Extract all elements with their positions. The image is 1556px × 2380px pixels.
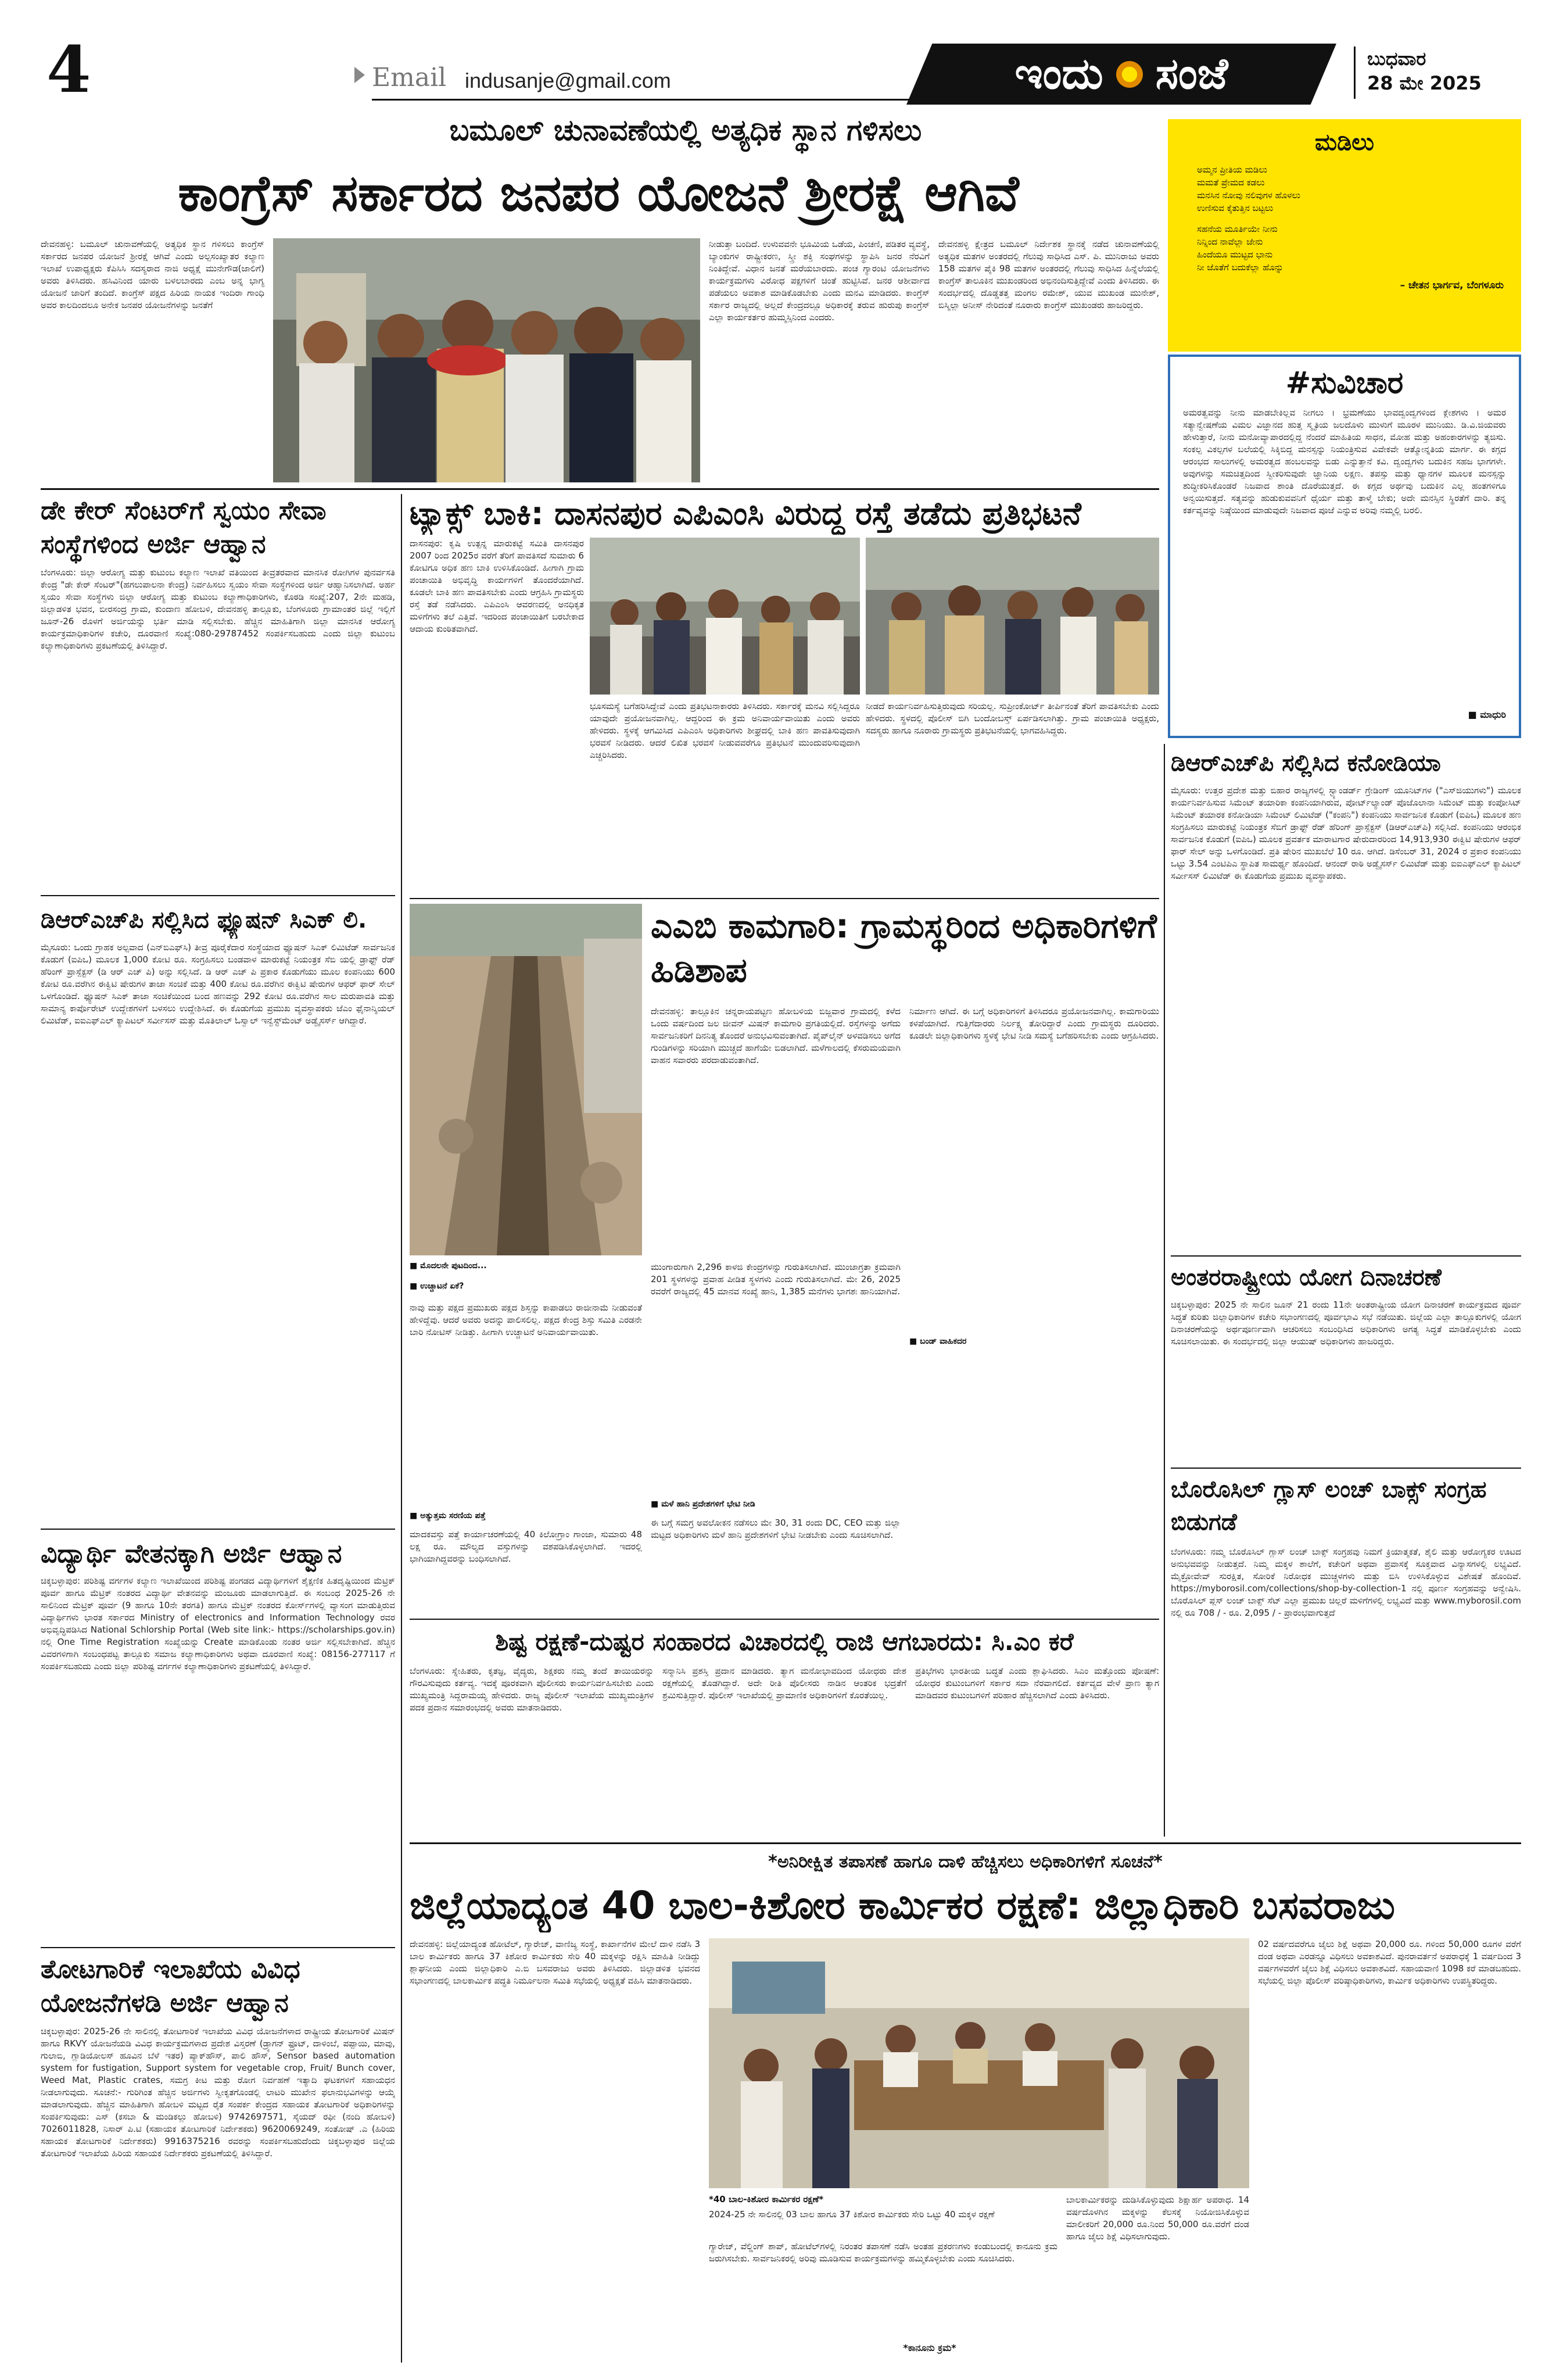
labour-headline: ಜಿಲ್ಲೆಯಾದ್ಯಂತ 40 ಬಾಲ-ಕಿಶೋರ ಕಾರ್ಮಿಕರ ರಕ್ಷಣೆ: ಜಿಲ್ಲಾಧಿಕಾರಿ ಬಸವರಾಜು xyxy=(410,1883,1395,1928)
logo-sun-icon xyxy=(1116,61,1143,88)
cm-headline: ಶಿಷ್ಟ ರಕ್ಷಣೆ-ದುಷ್ಟರ ಸಂಹಾರದ ವಿಚಾರದಲ್ಲಿ ರಾಜಿ ಆಗಬಾರದು: ಸಿ.ಎಂ ಕರೆ xyxy=(495,1627,1074,1656)
poem-line: ಅಮ್ಮನ ಪ್ರೀತಿಯ ಮಡಿಲು xyxy=(1197,164,1267,175)
labour-photo xyxy=(709,1938,1249,2188)
poem-line xyxy=(1197,214,1504,223)
a2-headline: ಡಿಆರ್‌ಎಚ್‌ಪಿ ಸಲ್ಲಿಸಿದ ಫ್ಯೂಷನ್ ಸಿಎಕ್ ಲಿ. xyxy=(41,907,367,933)
poem-line: ಹಿಂದೆಯೂ ಮುಟ್ಟದ ಭಾನು xyxy=(1197,249,1273,260)
poem-lines xyxy=(1185,163,1504,274)
masthead xyxy=(0,0,1556,107)
tax-body-right: ನೀಡದೆ ಕಾರ್ಯನಿರ್ವಹಿಸುತ್ತಿರುವುದು ಸರಿಯಲ್ಲ. ಸುಪ್ರೀಂಕೋರ್ಟ್ ತೀರ್ಪಿನಂತೆ ತೆರಿಗೆ ಪಾವತಿಸಬೇಕು ಎಂದು ಹೇಳಿದರು. ಸ್ಥಳದಲ್ಲಿ ಪೊಲೀಸ್ ಬಿಗಿ ಬಂದೋಬಸ್ತ್ ಏರ್ಪಡಿಸಲಾಗಿತ್ತು. ಗ್ರಾಮ ಪಂಚಾಯಿತಿ ಅಧ್ಯಕ್ಷರು, ಸದಸ್ಯರು ಹಾಗೂ ನೂರಾರು ಗ್ರಾಮಸ್ಥರು ಪ್ರತಿಭಟನೆಯಲ್ಲಿ ಭಾಗವಹಿಸಿದ್ದರು. xyxy=(866,701,1159,736)
cm-body-c: ಪ್ರತಿಭೆಗಳು ಭಾರತೀಯ ಬದ್ಧತೆ ಎಂದು ಶ್ಲಾಘಿಸಿದರು. ಸಿಎಂ ಮತ್ತೊಂದು ಪೋಷಣೆ: ಯೋಧರ ಕುಟುಂಬಗಳಿಗೆ ಸರ್ಕಾರ ಸದಾ ನೆರವಾಗಲಿದೆ. ಕರ್ತವ್ಯದ ವೇಳೆ ಪ್ರಾಣ ತ್ಯಾಗ ಮಾಡಿದವರ ಕುಟುಂಬಗಳಿಗೆ ಪರಿಹಾರ ಹೆಚ್ಚಿಸಲಾಗಿದೆ ಎಂದು ತಿಳಿಸಿದರು. xyxy=(915,1666,1159,1701)
divider xyxy=(410,1842,1521,1844)
column-rule xyxy=(1164,744,1165,1837)
poem-title: ಮಡಿಲು xyxy=(1315,129,1374,156)
b2-body: ಚಿಕ್ಕಬಳ್ಳಾಪುರ: 2025 ನೇ ಸಾಲಿನ ಜೂನ್ 21 ರಂದು 11ನೇ ಅಂತರಾಷ್ಟ್ರೀಯ ಯೋಗ ದಿನಾಚರಣೆ ಕಾರ್ಯಕ್ರಮದ ಪೂರ್ವ ಸಿದ್ಧತೆ ಕುರಿತು ಜಿಲ್ಲಾಧಿಕಾರಿಗಳ ಕಚೇರಿ ಸಭಾಂಗಣದಲ್ಲಿ ಪೂರ್ವಭಾವಿ ಸಭೆ ನಡೆಯಿತು. ಜಿಲ್ಲೆಯ ಎಲ್ಲಾ ತಾಲ್ಲೂಕುಗಳಲ್ಲಿ ಯೋಗ ದಿನಾಚರಣೆಯನ್ನು ಅರ್ಥಪೂರ್ಣವಾಗಿ ಆಚರಿಸಲು ಸಂಬಂಧಿಸಿದ ಅಧಿಕಾರಿಗಳು ಅಗತ್ಯ ಸಿದ್ಧತೆ ಮಾಡಿಕೊಳ್ಳಬೇಕು ಎಂದು ಸೂಚಿಸಲಾಯಿತು. ಈ ಸಂದರ್ಭದಲ್ಲಿ ಜಿಲ್ಲಾ ಆಯುಷ್ ಅಧಿಕಾರಿಗಳು ಹಾಜರಿದ್ದರು. xyxy=(1171,1300,1521,1347)
labour-kicker: *ಅನಿರೀಕ್ಷಿತ ತಪಾಸಣೆ ಹಾಗೂ ದಾಳಿ ಹೆಚ್ಚಿಸಲು ಅಧಿಕಾರಿಗಳಿಗೆ ಸೂಚನೆ* xyxy=(768,1852,1163,1872)
b2-headline: ಅಂತರರಾಷ್ಟ್ರೀಯ ಯೋಗ ದಿನಾಚರಣೆ xyxy=(1171,1264,1442,1291)
weekday: ಬುಧವಾರ xyxy=(1367,48,1426,70)
road-headline: ಎಎಬಿ ಕಾಮಗಾರಿ: ಗ್ರಾಮಸ್ಥರಿಂದ ಅಧಿಕಾರಿಗಳಿಗೆ ಹಿಡಿಶಾಪ xyxy=(651,906,1157,990)
poem-line: ನಿನ್ನಿಂದ ನಾವೆಲ್ಲಾ ಜೇನು xyxy=(1197,237,1263,247)
divider xyxy=(41,895,395,896)
suvichara-body: ಅಮರತ್ವವನ್ನು ನೀನು ಮಾಡಬೇಕಿಲ್ಲವ ನೀಗಲು । ಭ್ರಮಣೆಯು ಭಾವದ್ವಂದ್ವಗಳಿಂದ ಕ್ಲೇಶಗಳು । ಅಮರ ಸತ್ಯಾನ್ವೇಷಣೆಯ ವಿಮಲ ವಿಜ್ಞಾನದ ಹುತ್ತ ಸ್ಮೃತಿಯ ಜಲದೊಳು ಮುಳುಗೆ ಮೂರಳ ಮುನಿಯು. ಡಿ.ವಿ.ಜಿಯವರು ಹೇಳುತ್ತಾರೆ, ನೀನು ಮನೋವ್ಯಾಪಾರದಲ್ಲಿದ್ದ ನೆಂದರೆ ಮಾಹಿತಿಯ ಸಾಧನ, ಮೋಹ ಮತ್ತು ಅಹಂಕಾರಗಳನ್ನು ತ್ಯಜಿಸು. ಸಂಕಲ್ಪ ವಿಕಲ್ಪಗಳ ಬಲೆಯಲ್ಲಿ ಸಿಕ್ಕಿಬಿದ್ದ ಮನಸ್ಸನ್ನು ನಿಯಂತ್ರಿಸುವ ವಿವೇಕವೇ ಆತ್ಮೋನ್ನತಿಯ ಮಾರ್ಗ. ಈ ಕಗ್ಗದ ಆರಂಭದ ಸಾಲುಗಳಲ್ಲಿ ಅಮರತ್ವದ ಹಂಬಲವನ್ನು ಬಿಡು ಎನ್ನುತ್ತಾನೆ ಕವಿ. ದ್ವಂದ್ವಗಳು ಬದುಕಿನ ಸಹಜ ಭಾಗಗಳೇ. ಅವುಗಳನ್ನು ಸಮಚಿತ್ತದಿಂದ ಸ್ವೀಕರಿಸುವುದೇ ಜ್ಞಾನಿಯ ಲಕ್ಷಣ. ತಪಸ್ಸು ಮತ್ತು ಧ್ಯಾನಗಳ ಮೂಲಕ ಮನಸ್ಸನ್ನು ಶುದ್ಧೀಕರಿಸಿಕೊಂಡರೆ ನಿಜವಾದ ಶಾಂತಿ ದೊರೆಯುತ್ತದೆ. ಈ ಕಗ್ಗದ ಅರ್ಥವು ಬದುಕಿನ ಎಲ್ಲ ಹಂತಗಳಿಗೂ ಅನ್ವಯಿಸುತ್ತದೆ. ಸತ್ಯವನ್ನು ಹುಡುಕುವವನಿಗೆ ಧೈರ್ಯ ಮತ್ತು ತಾಳ್ಮೆ ಬೇಕು; ಅದೇ ಮನಸ್ಸಿನ ಸ್ಥಿರತೆಗೆ ದಾರಿ. ತನ್ನ ಕರ್ತವ್ಯವನ್ನು ನಿಷ್ಠೆಯಿಂದ ಮಾಡುವುದೇ ನಿಜವಾದ ಪೂಜೆ ಎನ್ನುವ ಅರಿವು ನಮ್ಮಲ್ಲಿ ಬರಲಿ. xyxy=(1183,407,1506,516)
divider xyxy=(1171,1255,1521,1257)
logo-word-left: ಇಂದು xyxy=(1014,49,1103,99)
cm-body-b: ಸನ್ಮಾನಿಸಿ ಪ್ರಶಸ್ತಿ ಪ್ರದಾನ ಮಾಡಿದರು. ತ್ಯಾಗ ಮನೋಭಾವದಿಂದ ಯೋಧರು ದೇಶ ರಕ್ಷಣೆಯಲ್ಲಿ ತೊಡಗಿದ್ದಾರೆ. ಅದೇ ರೀತಿ ಪೊಲೀಸರು ನಾಡಿನ ಆಂತರಿಕ ಭದ್ರತೆಗೆ ಶ್ರಮಿಸುತ್ತಿದ್ದಾರೆ. ಪೊಲೀಸ್ ಇಲಾಖೆಯಲ್ಲಿ ಪ್ರಾಮಾಣಿಕ ಅಧಿಕಾರಿಗಳಿಗೆ ಕೊರತೆಯಿಲ್ಲ. xyxy=(662,1666,906,1701)
a4-body: ಚಿಕ್ಕಬಳ್ಳಾಪುರ: 2025-26 ನೇ ಸಾಲಿನಲ್ಲಿ ತೋಟಗಾರಿಕೆ ಇಲಾಖೆಯ ವಿವಿಧ ಯೋಜನೆಗಳಾದ ರಾಷ್ಟ್ರೀಯ ತೋಟಗಾರಿಕೆ ಮಿಷನ್ ಹಾಗೂ RKVY ಯೋಜನೆಯಡಿ ವಿವಿಧ ಕಾರ್ಯಕ್ರಮಗಳಾದ ಪ್ರದೇಶ ವಿಸ್ತರಣೆ (ಡ್ರ್ಯಾಗನ್ ಫ್ರೂಟ್, ದಾಳಿಂಬೆ, ಪಪ್ಪಾಯಿ, ಮಾವು, ಗುಲಾಬಿ, ಗ್ಲಾಡಿಯೋಲಸ್ ಹೂವಿನ ಬೆಳೆ ಇತರ) ಪ್ಯಾಕ್‌ಹೌಸ್, ಪಾಲಿ ಹೌಸ್, Sensor based automation system for fustigation, Support system for vegetable crop, Fruit/ Bunch cover, Weed Mat, Plastic crates, ಸಮಗ್ರ ಕೀಟ ಮತ್ತು ರೋಗ ನಿರ್ವಹಣೆ ಇತ್ಯಾದಿ ಘಟಕಗಳಿಗೆ ಸಹಾಯಧನ ನೀಡಲಾಗುವುದು. ಸೂಚನೆ:- ಗುರಿಗಿಂತ ಹೆಚ್ಚಿನ ಅರ್ಜಿಗಳು ಸ್ವೀಕೃತಗೊಂಡಲ್ಲಿ ಲಾಟರಿ ಮುಖೇನ ಫಲಾನುಭವಿಗಳನ್ನು ಆಯ್ಕೆ ಮಾಡಲಾಗುವುದು. ಹೆಚ್ಚಿನ ಮಾಹಿತಿಗಾಗಿ ಹೋಬಳಿ ಮಟ್ಟದ ರೈತ ಸಂಪರ್ಕ ಕೇಂದ್ರದ ಸಹಾಯಕ ತೋಟಗಾರಿಕೆ ಅಧಿಕಾರಿಗಳನ್ನು ಸಂಪರ್ಕಿಸುವುದು: ಎಸ್ (ಕಸಬಾ & ಮಂಡಿಕಲ್ಲು ಹೋಬಳಿ) 9742697571, ಸೈಯದ್ ರಫೀ (ನಂದಿ ಹೋಬಳಿ) 7026011828, ನಿಸಾರ್ ಪಿ.ಟಿ (ಸಹಾಯಕ ತೋಟಗಾರಿಕೆ ನಿರ್ದೇಶಕರು) 9620069249, ಸಂತೋಷ್ .ಎ (ಹಿರಿಯ ಸಹಾಯಕ ತೋಟಗಾರಿಕೆ ನಿರ್ದೇಶಕರು) 9916375216 ರವರನ್ನು ಸಂಪರ್ಕಿಸಬಹುದೆಂದು ಚಿಕ್ಕಬಳ್ಳಾಪುರ ಜಿಲ್ಲೆಯ ತೋಟಗಾರಿಕೆ ಇಲಾಖೆಯ ಹಿರಿಯ ಸಹಾಯಕ ನಿರ್ದೇಶಕರು ಪ್ರಕಟಣೆಯಲ್ಲಿ ತಿಳಿಸಿದ್ದಾರೆ. xyxy=(41,2026,395,2159)
a4-headline: ತೋಟಗಾರಿಕೆ ಇಲಾಖೆಯ ವಿವಿಧ ಯೋಜನೆಗಳಡಿ ಅರ್ಜಿ ಆಹ್ವಾನ xyxy=(41,1955,300,2018)
labour-body-b: ಗ್ಯಾರೇಜ್, ವೆಲ್ಡಿಂಗ್ ಶಾಪ್, ಹೋಟೆಲ್‌ಗಳಲ್ಲಿ ನಿರಂತರ ತಪಾಸಣೆ ನಡೆಸಿ ಅಂತಹ ಪ್ರಕರಣಗಳು ಕಂಡುಬಂದಲ್ಲಿ ಕಾನೂನು ಕ್ರಮ ಜರುಗಿಸಬೇಕು. ಸಾರ್ವಜನಿಕರಲ್ಲಿ ಅರಿವು ಮೂಡಿಸುವ ಕಾರ್ಯಕ್ರಮಗಳನ್ನು ಹಮ್ಮಿಕೊಳ್ಳಬೇಕು ಎಂದು ಸೂಚಿಸಿದರು. xyxy=(709,2241,1057,2264)
top-story-col2: ನೀಡುತ್ತಾ ಬಂದಿದೆ. ಉಳುವವನೇ ಭೂಮಿಯ ಒಡೆಯ, ಪಿಂಚಣಿ, ಪಡಿತರ ವ್ಯವಸ್ಥೆ, ಬ್ಯಾಂಕುಗಳ ರಾಷ್ಟ್ರೀಕರಣ, ಸ್ತ್ರೀ ಶಕ್ತಿ ಸಂಘಗಳನ್ನು ಸ್ಥಾಪಿಸಿ ಜನರ ನೆರವಿಗೆ ನಿಂತಿದ್ದೇವೆ. ವಿಧಾನ ಜನತೆ ಮರೆಯಬಾರದು. ಪಂಚ ಗ್ಯಾರಂಟಿ ಯೋಜನೆಗಳು ಕಾರ್ಯಕ್ರಮಗಳು ವಿರೋಧ ಪಕ್ಷಗಳಿಗೆ ಚಿಂತೆ ಹುಟ್ಟಿಸಿವೆ. ಜನರ ಆಶೀರ್ವಾದ ಪಡೆಯಲು ಅವಕಾಶ ಮಾಡಿಕೊಡಬೇಕು ಎಂದು ಮನವಿ ಮಾಡಿದರು. ಕಾಂಗ್ರೆಸ್ ಸರ್ಕಾರ ರಾಜ್ಯದಲ್ಲಿ ಅಲ್ಲದೆ ಕೇಂದ್ರದಲ್ಲೂ ಅಧಿಕಾರಕ್ಕೆ ತರುವ ಹುರುಪು ಕಾಂಗ್ರೆಸ್ ಎಲ್ಲಾ ಕಾರ್ಯಕರ್ತರ ಹುಮ್ಮಸ್ಸಿನಿಂದ ಎಂದರು. xyxy=(709,239,930,323)
suvichara-author: ■ ಮಾಧುರಿ xyxy=(1468,709,1506,720)
a2-body: ಮೈಸೂರು: ಒಂದು ಗ್ರಾಹಕ ಅಲ್ಪವಾದ (ಎನ್‌ಬಿಎಫ್‌ಸಿ) ತೀವ್ರ ಪೂರೈಕೆದಾರ ಸಂಸ್ಥೆಯಾದ ಫ್ಯೂಷನ್ ಸಿಎಕ್ ಲಿಮಿಟೆಡ್ ಸಾರ್ವಜನಿಕ ಕೊಡುಗೆ (ಐಪಿಒ) ಮೂಲಕ 1,000 ಕೋಟಿ ರೂ. ಸಂಗ್ರಹಿಸಲು ಬಂಡವಾಳ ಮಾರುಕಟ್ಟೆ ನಿಯಂತ್ರಕ ಸೆಬಿ ಯಲ್ಲಿ ಡ್ರಾಫ್ಟ್ ರೆಡ್ ಹೆರಿಂಗ್ ಪ್ರಾಸ್ಪೆಕ್ಟಸ್ (ಡಿ ಆರ್ ಎಚ್ ಪಿ) ಅನ್ನು ಸಲ್ಲಿಸಿದೆ. ಡಿ ಆರ್ ಎಚ್ ಪಿ ಪ್ರಕಾರ ಕೊಡುಗೆಯು ಮೂಲ ಕಂಪನಿಯು 600 ಕೋಟಿ ರೂ.ವರೆಗಿನ ಈಕ್ವಿಟಿ ಷೇರುಗಳ ತಾಜಾ ಸಂಚಿಕೆ ಮತ್ತು 400 ಕೋಟಿ ರೂ.ವರೆಗಿನ ಈಕ್ವಿಟಿ ಷೇರುಗಳ ಆಫರ್ ಫಾರ್ ಸೇಲ್ ಒಳಗೊಂಡಿದೆ. ಫ್ಯೂಷನ್ ಸಿಎಕ್ ತಾಜಾ ಸಂಚಿಕೆಯಿಂದ ಬಂದ ಹಣವನ್ನು 292 ಕೋಟಿ ರೂ.ವರೆಗಿನ ಸಾಲ ಮರುಪಾವತಿ ಮತ್ತು ಸಾಮಾನ್ಯ ಕಾರ್ಪೊರೇಟ್ ಉದ್ದೇಶಗಳಿಗೆ ಬಳಸಲು ಉದ್ದೇಶಿಸಿದೆ. ಈ ಕೊಡುಗೆಯ ಪ್ರಮುಖ ವ್ಯವಸ್ಥಾಪಕರು ಜೆಎಂ ಫೈನಾನ್ಶಿಯಲ್ ಲಿಮಿಟೆಡ್, ಐಐಎಫ್‌ಎಲ್ ಕ್ಯಾಪಿಟಲ್ ಸರ್ವೀಸಸ್ ಮತ್ತು ಮೊತಿಲಾಲ್ ಓಸ್ವಾಲ್ ಇನ್ವೆಸ್ಟ್‌ಮೆಂಟ್ ಅಡ್ವೈಸರ್ಸ್ ಆಗಿದ್ದಾರೆ. xyxy=(41,942,395,1026)
top-story-col1: ದೇವನಹಳ್ಳಿ: ಬಮೂಲ್ ಚುನಾವಣೆಯಲ್ಲಿ ಅತ್ಯಧಿಕ ಸ್ಥಾನ ಗಳಿಸಲು ಕಾಂಗ್ರೆಸ್ ಸರ್ಕಾರದ ಜನಪರ ಯೋಜನೆ ಶ್ರೀರಕ್ಷೆ ಆಗಿವೆ ಎಂದು ಅಲ್ಪಸಂಖ್ಯಾತರ ಕಲ್ಯಾಣ ಇಲಾಖೆ ಉಪಾಧ್ಯಕ್ಷರು ಕೆಪಿಸಿಸಿ ಸದಸ್ಯರಾದ ನಾಜಿ ಅಧ್ಯಕ್ಷೆ ಮುನೇಗೌಡ(ಜಾಲಿಗೆ) ಅವರು ತಿಳಿಸಿದರು. ಹಸಿವಿನಿಂದ ಯಾರು ಬಳಲಬಾರದು ಎಂಬ ಅನ್ನ ಭಾಗ್ಯ ಯೋಜನೆ ಜಾರಿಗೆ ತಂದಿದೆ. ಕಾಂಗ್ರೆಸ್ ಪಕ್ಷದ ಹಿರಿಯ ನಾಯಕ ಇಂದಿರಾ ಗಾಂಧಿ ಅವರ ಕಾಲದಿಂದಲೂ ಅನೇಕ ಜನಪರ ಯೋಜನೆಗಳನ್ನು ಜನತೆಗೆ xyxy=(41,239,264,310)
labour-body-d: 02 ವರ್ಷದವರೆಗೂ ಜೈಲು ಶಿಕ್ಷೆ ಅಥವಾ 20,000 ರೂ. ಗಳಿಂದ 50,000 ರೂಗಳ ವರೆಗೆ ದಂಡ ಅಥವಾ ಎರಡನ್ನೂ ವಿಧಿಸಲು ಅವಕಾಶವಿದೆ. ಪುನರಾವರ್ತನೆ ಅಪರಾಧಕ್ಕೆ 1 ವರ್ಷದಿಂದ 3 ವರ್ಷಗಳವರೆಗೆ ಜೈಲು ಶಿಕ್ಷೆ ವಿಧಿಸಲು ಅವಕಾಶವಿದೆ. ಸಹಾಯವಾಣಿ 1098 ಕರೆ ಮಾಡಬಹುದು. ಸಭೆಯಲ್ಲಿ ಜಿಲ್ಲಾ ಪೊಲೀಸ್ ವರಿಷ್ಠಾಧಿಕಾರಿಗಳು, ಕಾರ್ಮಿಕ ಅಧಿಕಾರಿಗಳು ಉಪಸ್ಥಿತರಿದ್ದರು. xyxy=(1258,1939,1521,1986)
poem-line: ಮಮತೆ ಪ್ರೇಮದ ಕಡಲು xyxy=(1197,177,1265,188)
poem-author: – ಚೇತನ ಭಾರ್ಗವ, ಬೆಂಗಳೂರು xyxy=(1400,280,1504,291)
issue-date: 28 ಮೇ 2025 xyxy=(1367,72,1482,94)
road-body-a: ದೇವನಹಳ್ಳಿ: ತಾಲ್ಲೂಕಿನ ಚನ್ನರಾಯಪಟ್ಟಣ ಹೋಬಳಿಯ ಬಿಜ್ಜವಾರ ಗ್ರಾಮದಲ್ಲಿ ಕಳೆದ ಒಂದು ವರ್ಷದಿಂದ ಜಲ ಜೀವನ್ ಮಿಷನ್ ಕಾಮಗಾರಿ ಪ್ರಗತಿಯಲ್ಲಿದೆ. ರಸ್ತೆಗಳನ್ನು ಅಗೆದು ಸಾರ್ವಜನಿಕರಿಗೆ ದಿನನಿತ್ಯ ತೊಂದರೆ ಅನುಭವಿಸುವಂತಾಗಿದೆ. ಪೈಪ್‌ಲೈನ್ ಅಳವಡಿಸಲು ಅಗೆದ ಗುಂಡಿಗಳನ್ನು ಸರಿಯಾಗಿ ಮುಚ್ಚದೆ ಹಾಗೆಯೇ ಬಿಡಲಾಗಿದೆ. ಮಳೆಗಾಲದಲ್ಲಿ ಕೆಸರುಮಯವಾಗಿ ವಾಹನ ಸವಾರರು ಪರದಾಡುವಂತಾಗಿದೆ. xyxy=(651,1006,901,1065)
road-body-b: ನಿರ್ಮಾಣ ಆಗಿದೆ. ಈ ಬಗ್ಗೆ ಅಧಿಕಾರಿಗಳಿಗೆ ತಿಳಿಸಿದರೂ ಪ್ರಯೋಜನವಾಗಿಲ್ಲ. ಕಾಮಗಾರಿಯು ಕಳಪೆಯಾಗಿದೆ. ಗುತ್ತಿಗೆದಾರರು ನಿರ್ಲಕ್ಷ್ಯ ತೋರಿದ್ದಾರೆ ಎಂದು ಗ್ರಾಮಸ್ಥರು ದೂರಿದರು. ಕೂಡಲೇ ಜಿಲ್ಲಾಧಿಕಾರಿಗಳು ಸ್ಥಳಕ್ಕೆ ಭೇಟಿ ನೀಡಿ ಸಮಸ್ಯೆ ಬಗೆಹರಿಸಬೇಕು ಎಂದು ಆಗ್ರಹಿಸಿದರು. xyxy=(909,1006,1159,1041)
top-story-col3: ದೇವನಹಳ್ಳಿ ಕ್ಷೇತ್ರದ ಬಮೂಲ್ ನಿರ್ದೇಶಕ ಸ್ಥಾನಕ್ಕೆ ನಡೆದ ಚುನಾವಣೆಯಲ್ಲಿ ಅತ್ಯಧಿಕ ಮತಗಳ ಅಂತರದಲ್ಲಿ ಗೆಲುವು ಸಾಧಿಸಿದ ಎಸ್. ಪಿ. ಮುನಿರಾಜು ಅವರು 158 ಮತಗಳ ಪೈಕಿ 98 ಮತಗಳ ಅಂತರದಲ್ಲಿ ಗೆಲುವು ಸಾಧಿಸಿದ ಹಿನ್ನೆಲೆಯಲ್ಲಿ ಕಾಂಗ್ರೆಸ್ ತಾಲೂಕಿನ ಮುಖಂಡರಿಂದ ಅಭಿನಂದಿಸುತ್ತಿದ್ದೇವೆ ಎಂದು ತಿಳಿಸಿದರು. ಈ ಸಂದರ್ಭದಲ್ಲಿ ದೊಡ್ಡತತ್ತ ಮಂಗಲ ರಮೇಶ್, ಯುವ ಮುಖಂಡ ಮುನೇಶ್, ಬಿಸ್ಮಿಲ್ಲಾ ಅನೀಸ್ ನೇರಿದಂತೆ ನೂರಾರು ಕಾಂಗ್ರೆಸ್ ಮುಖಂಡರು ಹಾಜರಿದ್ದರು. xyxy=(938,239,1159,310)
labour-footer: *ಕಾನೂನು ಕ್ರಮ* xyxy=(903,2342,956,2353)
tax-photo-2 xyxy=(866,538,1159,695)
road-body-c: ನಾವು ಮತ್ತು ಪಕ್ಷದ ಪ್ರಮುಖರು ಪಕ್ಷದ ಶಿಸ್ತನ್ನು ಕಾಪಾಡಲು ರಾಜೀನಾಮೆ ನೀಡುವಂತೆ ಹೇಳಿದ್ದೆವು. ಆದರೆ ಅವರು ಅದನ್ನು ಪಾಲಿಸಲಿಲ್ಲ. ಪಕ್ಷದ ಕೇಂದ್ರ ಶಿಸ್ತು ಸಮಿತಿ ಎರಡನೇ ಬಾರಿ ನೋಟಿಸ್ ನೀಡಿತ್ತು. ಹೀಗಾಗಿ ಉಚ್ಚಾಟನೆ ಅನಿವಾರ್ಯವಾಯಿತು. xyxy=(410,1302,642,1337)
top-story-photo xyxy=(273,238,700,482)
divider xyxy=(410,898,1159,899)
section-divider xyxy=(41,488,1159,490)
a3-headline: ವಿದ್ಯಾರ್ಥಿ ವೇತನಕ್ಕಾಗಿ ಅರ್ಜಿ ಆಹ್ವಾನ xyxy=(41,1539,342,1569)
road-photo xyxy=(410,904,642,1255)
b3-headline: ಬೊರೊಸಿಲ್ ಗ್ಲಾಸ್ ಲಂಚ್ ಬಾಕ್ಸ್ ಸಂಗ್ರಹ ಬಿಡುಗಡೆ xyxy=(1171,1476,1487,1536)
email-arrow-icon xyxy=(354,67,365,83)
email-address[interactable]: indusanje@gmail.com xyxy=(465,69,671,92)
road-body-d: ಮಾದಕವಸ್ತು ಪತ್ತೆ ಕಾರ್ಯಾಚರಣೆಯಲ್ಲಿ 40 ಕಿಲೋಗ್ರಾಂ ಗಾಂಜಾ, ಸುಮಾರು 48 ಲಕ್ಷ ರೂ. ಮೌಲ್ಯದ ವಸ್ತುಗಳನ್ನು ವಶಪಡಿಸಿಕೊಳ್ಳಲಾಗಿದೆ. ಇದರಲ್ಲಿ ಭಾಗಿಯಾಗಿದ್ದವರನ್ನು ಬಂಧಿಸಲಾಗಿದೆ. xyxy=(410,1529,642,1564)
road-subhead-2: ■ ಉಚ್ಚಾಟನೆ ಏಕೆ? xyxy=(410,1282,464,1291)
top-story-kicker: ಬಮೂಲ್ ಚುನಾವಣೆಯಲ್ಲಿ ಅತ್ಯಧಿಕ ಸ್ಥಾನ ಗಳಿಸಲು xyxy=(449,113,922,147)
tax-photo-1 xyxy=(590,538,860,695)
poem-line: ನೀ ಜೊತೆಗೆ ಬದುಕೆಲ್ಲಾ ಹೊನ್ನು xyxy=(1197,262,1283,273)
a3-body: ಚಿಕ್ಕಬಳ್ಳಾಪುರ: ಪರಿಶಿಷ್ಟ ವರ್ಗಗಳ ಕಲ್ಯಾಣ ಇಲಾಖೆಯಿಂದ ಪರಿಶಿಷ್ಟ ಪಂಗಡದ ವಿದ್ಯಾರ್ಥಿಗಳಿಗೆ ಶೈಕ್ಷಣಿಕ ಹಿತದೃಷ್ಟಿಯಿಂದ ಮೆಟ್ರಿಕ್ ಪೂರ್ವ ಹಾಗೂ ಮೆಟ್ರಿಕ್ ನಂತರದ ವಿದ್ಯಾರ್ಥಿ ವೇತನವನ್ನು ಮಂಜೂರು ಮಾಡಲಾಗುತ್ತಿದೆ. ಈ ಸಂಬಂಧ 2025-26 ನೇ ಸಾಲಿನಿಂದ ಮೆಟ್ರಿಕ್ ಪೂರ್ವ (9 ಹಾಗೂ 10ನೇ ತರಗತಿ) ಹಾಗೂ ಮೆಟ್ರಿಕ್ ನಂತರದ ಕೋರ್ಸ್‌ಗಳಲ್ಲಿ ವ್ಯಾಸಂಗ ಮಾಡುತ್ತಿರುವ ವಿದ್ಯಾರ್ಥಿಗಳು ಭಾರತ ಸರ್ಕಾರದ Ministry of electronics and Information Technology ರವರ ಅಭಿವೃದ್ಧಿಪಡಿಸಿದ National Schlorship Portal (Web site link:- https://scholarships.gov.in) ನಲ್ಲಿ One Time Registration ಸಂಖ್ಯೆಯನ್ನು Create ಮಾಡಿಕೊಂಡು ನಂತರ ಅರ್ಜಿ ಸಲ್ಲಿಸಬೇಕಾಗಿದೆ. ಹೆಚ್ಚಿನ ವಿವರಗಳಿಗಾಗಿ ಸಂಬಂಧಪಟ್ಟ ತಾಲ್ಲೂಕು ಸಮಾಜ ಕಲ್ಯಾಣಾಧಿಕಾರಿಗಳು ಅಥವಾ ದೂರವಾಣಿ ಸಂಖ್ಯೆ: 08156-277117 ಗೆ ಸಂಪರ್ಕಿಸಬಹುದು ಎಂದು ಜಿಲ್ಲಾ ಪರಿಶಿಷ್ಟ ವರ್ಗಗಳ ಕಲ್ಯಾಣಾಧಿಕಾರಿಗಳು ಪ್ರಕಟಣೆಯಲ್ಲಿ ತಿಳಿಸಿದ್ದಾರೆ. xyxy=(41,1576,395,1672)
labour-body-a: ದೇವನಹಳ್ಳಿ: ಜಿಲ್ಲೆಯಾದ್ಯಂತ ಹೋಟೆಲ್, ಗ್ಯಾರೇಜ್, ವಾಣಿಜ್ಯ ಸಂಸ್ಥೆ, ಕಾರ್ಖಾನೆಗಳ ಮೇಲೆ ದಾಳಿ ನಡೆಸಿ 3 ಬಾಲ ಕಾರ್ಮಿಕರು ಹಾಗೂ 37 ಕಿಶೋರ ಕಾರ್ಮಿಕರು ಸೇರಿ 40 ಮಕ್ಕಳನ್ನು ರಕ್ಷಿಸಿ ಮಾಹಿತಿ ನೀಡಿದ್ದು ಶ್ಲಾಘನೀಯ ಎಂದು ಜಿಲ್ಲಾಧಿಕಾರಿ ಎ.ಬಿ ಬಸವರಾಜು ಅವರು ತಿಳಿಸಿದರು. ಜಿಲ್ಲಾಡಳಿತ ಭವನದ ಸಭಾಂಗಣದಲ್ಲಿ ಬಾಲಕಾರ್ಮಿಕ ಪದ್ಧತಿ ನಿರ್ಮೂಲನಾ ಸಮಿತಿ ಸಭೆಯಲ್ಲಿ ಅಧ್ಯಕ್ಷತೆ ವಹಿಸಿ ಮಾತನಾಡಿದರು. xyxy=(410,1939,700,1986)
logo xyxy=(930,44,1313,105)
b1-headline: ಡಿಆರ್‌ಎಚ್‌ಪಿ ಸಲ್ಲಿಸಿದ ಕನೋಡಿಯಾ xyxy=(1171,750,1441,776)
tax-headline: ಟ್ಯಾಕ್ಸ್ ಬಾಕಿ: ದಾಸನಪುರ ಎಪಿಎಂಸಿ ವಿರುದ್ಧ ರಸ್ತೆ ತಡೆದು ಪ್ರತಿಭಟನೆ xyxy=(410,495,1081,532)
tax-body-mid: ಭೂಸಮಸ್ಯೆ ಬಗೆಹರಿಸಿದ್ದೇವೆ ಎಂದು ಪ್ರತಿಭಟನಾಕಾರರು ತಿಳಿಸಿದರು. ಸರ್ಕಾರಕ್ಕೆ ಮನವಿ ಸಲ್ಲಿಸಿದ್ದರೂ ಯಾವುದೇ ಪ್ರಯೋಜನವಾಗಿಲ್ಲ. ಆದ್ದರಿಂದ ಈ ಕ್ರಮ ಅನಿವಾರ್ಯವಾಯಿತು ಎಂದು ಅವರು ಹೇಳಿದರು. ಸ್ಥಳಕ್ಕೆ ಆಗಮಿಸಿದ ಎಪಿಎಂಸಿ ಅಧಿಕಾರಿಗಳು ಶೀಘ್ರದಲ್ಲಿ ಬಾಕಿ ಹಣ ಪಾವತಿಸುವುದಾಗಿ ಭರವಸೆ ನೀಡಿದರು. ಆದರೆ ಲಿಖಿತ ಭರವಸೆ ನೀಡುವವರೆಗೂ ಪ್ರತಿಭಟನೆ ಮುಂದುವರಿಸುವುದಾಗಿ ಎಚ್ಚರಿಸಿದರು. xyxy=(590,701,860,760)
poem-line: ಸಹನೆಯ ಮೂರ್ತಿಯೇ ನೀನು xyxy=(1197,224,1278,234)
a1-headline: ಡೇ ಕೇರ್ ಸೆಂಟರ್‌ಗೆ ಸ್ವಯಂ ಸೇವಾ ಸಂಸ್ಥೆಗಳಿಂದ ಅರ್ಜಿ ಆಹ್ವಾನ xyxy=(41,496,327,559)
road-body-f: ಈ ಬಗ್ಗೆ ಸಮಗ್ರ ಅವಲೋಕನ ನಡೆಸಲು ಮೇ 30, 31 ರಂದು DC, CEO ಮತ್ತು ಜಿಲ್ಲಾ ಮಟ್ಟದ ಅಧಿಕಾರಿಗಳು ಮಳೆ ಹಾನಿ ಪ್ರದೇಶಗಳಿಗೆ ಭೇಟಿ ನೀಡಬೇಕು ಎಂದು ಸೂಚಿಸಲಾಗಿದೆ. xyxy=(651,1518,901,1540)
page-number: 4 xyxy=(46,32,91,107)
road-subhead-5: ■ ಬಂಡ್ ವಾಹಿಕದರ xyxy=(909,1337,967,1346)
b3-body: ಬೆಂಗಳೂರು: ನಮ್ಮ ಬೊರೊಸಿಲ್ ಗ್ಲಾಸ್ ಲಂಚ್ ಬಾಕ್ಸ್ ಸಂಗ್ರಹವು ನಿಮಗೆ ಕ್ರಿಯಾತ್ಮಕತೆ, ಶೈಲಿ ಮತ್ತು ಆರೋಗ್ಯಕರ ಊಟದ ಅನುಭವವನ್ನು ನೀಡುತ್ತದೆ. ನಿಮ್ಮ ಮಕ್ಕಳ ಶಾಲೆಗೆ, ಕಚೇರಿಗೆ ಅಥವಾ ಪ್ರವಾಸಕ್ಕೆ ಸೂಕ್ತವಾದ ವಿನ್ಯಾಸಗಳಲ್ಲಿ ಲಭ್ಯವಿದೆ. ಮೈಕ್ರೋವೇವ್ ಸುರಕ್ಷಿತ, ಸೋರಿಕೆ ನಿರೋಧಕ ಮುಚ್ಚಳಗಳು ಮತ್ತು ಬಿಸಿ ಉಳಿಸಿಕೊಳ್ಳುವ ವಿಶೇಷತೆ ಹೊಂದಿವೆ. https://myborosil.com/collections/shop-by-collection-1 ನಲ್ಲಿ ಪೂರ್ಣ ಸಂಗ್ರಹವನ್ನು ಅನ್ವೇಷಿಸಿ. ಬೊರೊಸಿಲ್ ಪ್ಲಸ್ ಲಂಚ್ ಬಾಕ್ಸ್ ಸೆಟ್ ಎಲ್ಲಾ ಪ್ರಮುಖ ಚಿಲ್ಲರೆ ಮಳಿಗೆಗಳಲ್ಲಿ ಲಭ್ಯವಿದೆ ಮತ್ತು www.myborosil.com ನಲ್ಲಿ ರೂ 708 / - ರೂ. 2,095 / - ಪ್ರಾರಂಭವಾಗುತ್ತದೆ xyxy=(1171,1547,1521,1618)
divider xyxy=(1171,1468,1521,1469)
road-body-e: ಮುಂಗಾರುಗಾಗಿ 2,296 ಕಾಳಜಿ ಕೇಂದ್ರಗಳನ್ನು ಗುರುತಿಸಲಾಗಿದೆ. ಮುಂಜಾಗ್ರತಾ ಕ್ರಮವಾಗಿ 201 ಸ್ಥಳಗಳನ್ನು ಪ್ರವಾಹ ಪೀಡಿತ ಸ್ಥಳಗಳು ಎಂದು ಗುರುತಿಸಲಾಗಿದೆ. ಮೇ 26, 2025 ರವರೆಗೆ ರಾಜ್ಯದಲ್ಲಿ 45 ಮಾನವ ಸಂಖ್ಯೆ ಹಾನಿ, 1,385 ಮನೆಗಳು ಭಾಗಶಃ ಹಾನಿಯಾಗಿವೆ. xyxy=(651,1262,901,1297)
b1-body: ಮೈಸೂರು: ಉತ್ತರ ಪ್ರದೇಶ ಮತ್ತು ಬಿಹಾರ ರಾಜ್ಯಗಳಲ್ಲಿ ಸ್ಟ್ಯಾಂಡರ್ಡ್ ಗ್ರೇಡಿಂಗ್ ಯೂನಿಟ್‌ಗಳ ("ಎಸ್‌ಜಿಯುಗಳು") ಮೂಲಕ ಕಾರ್ಯನಿರ್ವಹಿಸುವ ಸಿಮೆಂಟ್ ತಯಾರಿಕಾ ಕಂಪನಿಯಾಗಿರುವ, ಪೋರ್ಟ್‌ಲ್ಯಾಂಡ್ ಪೊಜೊಲಾನಾ ಸಿಮೆಂಟ್ ಮತ್ತು ಕಂಪೋಸಿಟ್ ಸಿಮೆಂಟ್ ತಯಾರಕ ಕನೋಡಿಯಾ ಸಿಮೆಂಟ್ ಲಿಮಿಟೆಡ್ ("ಕಂಪನಿ") ಕಂಪನಿಯು ಸಾರ್ವಜನಿಕ ಕೊಡುಗೆ (ಐಪಿಒ) ಮೂಲಕ ಹಣ ಸಂಗ್ರಹಿಸಲು ಮಾರುಕಟ್ಟೆ ನಿಯಂತ್ರಕ ಸೆಬಿಗೆ ಡ್ರಾಫ್ಟ್ ರೆಡ್ ಹೆರಿಂಗ್ ಪ್ರಾಸ್ಪೆಕ್ಟಸ್ (ಡಿಆರ್‌ಎಚ್‌ಪಿ) ಸಲ್ಲಿಸಿದೆ. ಕಂಪನಿಯು ಆರಂಭಿಕ ಸಾರ್ವಜನಿಕ ಕೊಡುಗೆ (ಐಪಿಒ) ಮೂಲಕ ಪ್ರವರ್ತಕ ಮಾರಾಟಗಾರ ಷೇರುದಾರರಿಂದ 14,913,930 ಈಕ್ವಿಟಿ ಷೇರುಗಳ ಆಫರ್ ಫಾರ್ ಸೇಲ್ ಅನ್ನು ಒಳಗೊಂಡಿದೆ. ಪ್ರತಿ ಷೇರಿನ ಮುಖಬೆಲೆ 10 ರೂ. ಆಗಿದೆ. ಡಿಸೆಂಬರ್ 31, 2024 ರ ಪ್ರಕಾರ ಕಂಪನಿಯು ಒಟ್ಟು 3.54 ಎಂಟಿಪಿಎ ಸ್ಥಾಪಿತ ಸಾಮರ್ಥ್ಯ ಹೊಂದಿದೆ. ಆನಂದ್ ರಾಠಿ ಅಡ್ವೈಸರ್ಸ್ ಲಿಮಿಟೆಡ್ ಮತ್ತು ಐಐಎಫ್‌ಎಲ್ ಕ್ಯಾಪಿಟಲ್ ಸರ್ವೀಸಸ್ ಲಿಮಿಟೆಡ್ ಈ ಕೊಡುಗೆಯ ಪ್ರಮುಖ ವ್ಯವಸ್ಥಾಪಕರು. xyxy=(1171,785,1521,881)
logo-word-right: ಸಂಜೆ xyxy=(1155,49,1228,99)
road-subhead-1: ■ ಮೊದಲನೇ ಪುಟದಿಂದ... xyxy=(410,1261,487,1270)
cm-body-a: ಬೆಂಗಳೂರು: ಸ್ನೇಹಿತರು, ಕೃತಜ್ಞ, ವೈದ್ಯರು, ಶಿಕ್ಷಕರು ನಮ್ಮ ತಂದೆ ತಾಯಿಯರನ್ನು ಗೌರವಿಸುವುದು ಕರ್ತವ್ಯ. ಇದಕ್ಕೆ ಪೂರಕವಾಗಿ ಪೊಲೀಸರು ಕಾರ್ಯನಿರ್ವಹಿಸಬೇಕು ಎಂದು ಮುಖ್ಯಮಂತ್ರಿ ಸಿದ್ದರಾಮಯ್ಯ ಹೇಳಿದರು. ರಾಜ್ಯ ಪೊಲೀಸ್ ಇಲಾಖೆಯ ಮುಖ್ಯಮಂತ್ರಿಗಳ ಪದಕ ಪ್ರದಾನ ಸಮಾರಂಭದಲ್ಲಿ ಅವರು ಮಾತನಾಡಿದರು. xyxy=(410,1666,654,1713)
divider xyxy=(41,1529,395,1530)
suvichara-box xyxy=(1168,355,1521,738)
poem-line: ಉಣಿಸುವ ಕೈತುತ್ತಿನ ಬಟ್ಟಲು xyxy=(1197,203,1274,213)
tax-body-left: ದಾಸನಪುರ: ಕೃಷಿ ಉತ್ಪನ್ನ ಮಾರುಕಟ್ಟೆ ಸಮಿತಿ ದಾಸನಪುರ 2007 ರಿಂದ 2025ರ ವರೆಗೆ ತೆರಿಗೆ ಪಾವತಿಸದೆ ಸುಮಾರು 6 ಕೋಟಿಗೂ ಅಧಿಕ ಹಣ ಬಾಕಿ ಉಳಿಸಿಕೊಂಡಿದೆ. ಹೀಗಾಗಿ ಗ್ರಾಮ ಪಂಚಾಯಿತಿ ಅಭಿವೃದ್ಧಿ ಕಾರ್ಯಗಳಿಗೆ ತೊಂದರೆಯಾಗಿದೆ. ಕೂಡಲೇ ಬಾಕಿ ಹಣ ಪಾವತಿಸಬೇಕು ಎಂದು ಆಗ್ರಹಿಸಿ ಗ್ರಾಮಸ್ಥರು ರಸ್ತೆ ತಡೆ ನಡೆಸಿದರು. ಎಪಿಎಂಸಿ ಆವರಣದಲ್ಲಿ ಅನಧಿಕೃತ ಮಳಿಗೆಗಳು ತಲೆ ಎತ್ತಿವೆ. ಇದರಿಂದ ಪಂಚಾಯಿತಿಗೆ ಬರಬೇಕಾದ ಆದಾಯ ಕುಂಠಿತವಾಗಿದೆ. xyxy=(410,538,584,634)
road-subhead-3: ■ ಅತ್ಯುತ್ತಮ ಸರಣಿಯ ಪತ್ತೆ xyxy=(410,1511,486,1520)
divider xyxy=(410,1619,1159,1620)
top-story-headline: ಕಾಂಗ್ರೆಸ್ ಸರ್ಕಾರದ ಜನಪರ ಯೋಜನೆ ಶ್ರೀರಕ್ಷೆ ಆಗಿವೆ xyxy=(178,164,1019,223)
date-block xyxy=(1354,46,1528,99)
labour-caption-1: *40 ಬಾಲ-ಕಿಶೋರ ಕಾರ್ಮಿಕರ ರಕ್ಷಣೆ* xyxy=(709,2194,824,2204)
a1-body: ಬೆಂಗಳೂರು: ಜಿಲ್ಲಾ ಆರೋಗ್ಯ ಮತ್ತು ಕುಟುಂಬ ಕಲ್ಯಾಣ ಇಲಾಖೆ ವತಿಯಿಂದ ತೀವ್ರತರವಾದ ಮಾನಸಿಕ ರೋಗಿಗಳ ಪುನರ್ವಸತಿ ಕೇಂದ್ರ "ಡೇ ಕೇರ್ ಸೆಂಟರ್"(ಹಗಲುಪಾಲನಾ ಕೇಂದ್ರ) ನಿರ್ವಹಿಸಲು ಸ್ವಯಂ ಸೇವಾ ಸಂಸ್ಥೆಗಳಿಂದ ಅರ್ಜಿ ಆಹ್ವಾನಿಸಲಾಗಿದೆ. ಅರ್ಹ ಸ್ವಯಂ ಸೇವಾ ಸಂಸ್ಥೆಗಳು ಜಿಲ್ಲಾ ಆರೋಗ್ಯ ಮತ್ತು ಕುಟುಂಬ ಕಲ್ಯಾಣಾಧಿಕಾರಿಗಳು, ಕೊಠಡಿ ಸಂಖ್ಯೆ:207, 2ನೇ ಮಹಡಿ, ಜಿಲ್ಲಾಡಳಿತ ಭವನ, ಬೀರಸಂದ್ರ ಗ್ರಾಮ, ಕುಂದಾಣ ಹೋಬಳಿ, ದೇವನಹಳ್ಳಿ ತಾಲ್ಲೂಕು, ಬೆಂಗಳೂರು ಗ್ರಾಮಾಂತರ ಜಿಲ್ಲೆ ಇಲ್ಲಿಗೆ ಜೂನ್-26 ರೊಳಗೆ ಅರ್ಜಿಯನ್ನು ಭರ್ತಿ ಮಾಡಿ ಸಲ್ಲಿಸಬೇಕು. ಹೆಚ್ಚಿನ ಮಾಹಿತಿಗಾಗಿ ಜಿಲ್ಲಾ ಮಾನಸಿಕ ಆರೋಗ್ಯ ಕಾರ್ಯಕ್ರಮಾಧಿಕಾರಿಗಳ ಕಚೇರಿ, ದೂರವಾಣಿ ಸಂಖ್ಯೆ:080-29787452 ಸಂಪರ್ಕಿಸಬಹುದು ಎಂದು ಜಿಲ್ಲಾ ಕುಟುಂಬ ಕಲ್ಯಾಣಾಧಿಕಾರಿಗಳು ಪ್ರಕಟಣೆಯಲ್ಲಿ ತಿಳಿಸಿದ್ದಾರೆ. xyxy=(41,567,395,651)
poem-line: ಮನಸಿನ ನೋವು ನಲಿವುಗಳ ಹೊಳಲು xyxy=(1197,190,1300,201)
email-label: Email xyxy=(372,63,447,92)
divider xyxy=(41,1947,395,1948)
labour-body-c: ಬಾಲಕಾರ್ಮಿಕರನ್ನು ದುಡಿಸಿಕೊಳ್ಳುವುದು ಶಿಕ್ಷಾರ್ಹ ಅಪರಾಧ. 14 ವರ್ಷದೊಳಗಿನ ಮಕ್ಕಳನ್ನು ಕೆಲಸಕ್ಕೆ ನಿಯೋಜಿಸಿಕೊಳ್ಳುವ ಮಾಲೀಕರಿಗೆ 20,000 ರೂ.ನಿಂದ 50,000 ರೂ.ವರೆಗೆ ದಂಡ ಹಾಗೂ ಜೈಲು ಶಿಕ್ಷೆ ವಿಧಿಸಲಾಗುವುದು. xyxy=(1066,2195,1249,2242)
suvichara-title: #ಸುವಿಚಾರ xyxy=(1285,366,1404,400)
poem-box xyxy=(1168,119,1521,352)
column-rule xyxy=(401,494,402,2363)
road-subhead-4: ■ ಮಳೆ ಹಾನಿ ಪ್ರದೇಶಗಳಿಗೆ ಭೇಟಿ ನೀಡಿ xyxy=(651,1499,755,1509)
labour-caption-2: 2024-25 ನೇ ಸಾಲಿನಲ್ಲಿ 03 ಬಾಲ ಹಾಗೂ 37 ಕಿಶೋರ ಕಾರ್ಮಿಕರು ಸೇರಿ ಒಟ್ಟು 40 ಮಕ್ಕಳ ರಕ್ಷಣೆ xyxy=(709,2209,995,2220)
